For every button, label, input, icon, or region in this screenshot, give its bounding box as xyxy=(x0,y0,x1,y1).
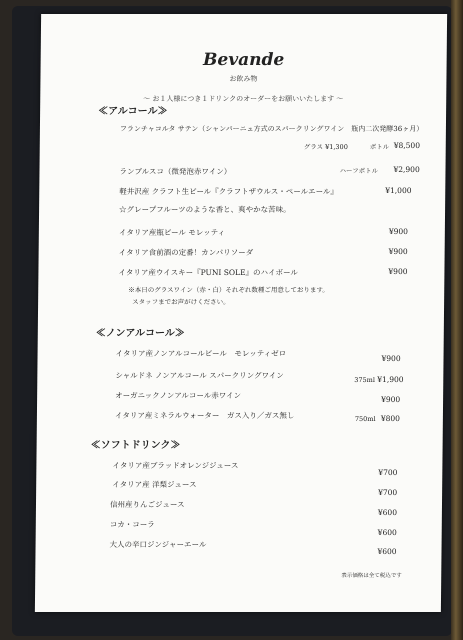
price-apple: ¥600 xyxy=(377,508,398,517)
glass-wine-note-line2: スタッフまでお声がけください。 xyxy=(132,298,230,306)
menu-page xyxy=(35,14,447,612)
size-chardonnay: 375ml xyxy=(354,376,375,384)
item-apple: 信州産りんごジュース xyxy=(109,500,185,509)
item-organic-red: オーガニックノンアルコール赤ワイン xyxy=(115,391,242,400)
item-mineral-water: イタリア産ミネラルウォーター ガス入り／ガス無し xyxy=(114,411,295,420)
menu-subtitle: お飲み物 xyxy=(229,75,258,83)
item-whisky: イタリア産ウイスキー『PUNI SOLE』のハイボール xyxy=(118,268,298,277)
binder-spine xyxy=(451,0,463,640)
label-lambrusco-half: ハーフボトル xyxy=(339,167,379,175)
price-organic-red: ¥900 xyxy=(381,395,401,404)
tax-note: 表示価格は全て税込です xyxy=(341,573,402,579)
item-lambrusco: ランブルスコ（微発泡赤ワイン） xyxy=(119,167,232,176)
price-lambrusco: ¥2,900 xyxy=(393,165,420,174)
section-heading-nonalcohol: ≪ノンアルコール≫ xyxy=(95,328,185,339)
price-craft-beer: ¥1,000 xyxy=(385,186,412,195)
order-note: ～ お１人様につき１ドリンクのオーダーをお願いいたします ～ xyxy=(143,95,344,103)
item-moretti: イタリア産瓶ビール モレッティ xyxy=(118,228,226,237)
item-craft-beer-desc: ☆グレープフルーツのような香と、爽やかな苦味。 xyxy=(119,205,291,214)
price-moretti-zero: ¥900 xyxy=(381,354,401,363)
price-blood-orange: ¥700 xyxy=(378,468,398,477)
section-heading-alcohol: ≪アルコール≫ xyxy=(98,106,168,117)
item-chardonnay: シャルドネ ノンアルコール スパークリングワイン xyxy=(115,371,284,380)
price-pear: ¥700 xyxy=(378,488,398,497)
label-franciacorta-bottle: ボトル xyxy=(369,143,390,151)
item-campari: イタリア食前酒の定番！カンパリソーダ xyxy=(118,248,254,257)
price-franciacorta-bottle: ¥8,500 xyxy=(393,141,421,150)
item-franciacorta: フランチャコルタ サテン（シャンパーニュ方式のスパークリングワイン 瓶内二次発酵36ヶ月） xyxy=(119,125,424,133)
price-whisky: ¥900 xyxy=(388,267,408,276)
price-ginger-ale: ¥600 xyxy=(377,547,397,556)
item-blood-orange: イタリア産ブラッドオレンジジュース xyxy=(112,461,239,470)
item-moretti-zero: イタリア産ノンアルコールビール モレッティゼロ xyxy=(115,349,287,358)
glass-wine-note xyxy=(128,284,329,308)
price-chardonnay: ¥1,900 xyxy=(377,375,404,384)
price-campari: ¥900 xyxy=(388,247,408,256)
price-mineral-water: ¥800 xyxy=(380,414,401,423)
size-mineral-water: 750ml xyxy=(354,415,376,423)
price-moretti: ¥900 xyxy=(388,227,408,236)
section-heading-softdrink: ≪ソフトドリンク≫ xyxy=(90,440,181,451)
glass-wine-note-line1: ※本日のグラスワイン（赤・白）それぞれ数種ご用意しております。 xyxy=(128,286,329,294)
item-ginger-ale: 大人の辛口ジンジャーエール xyxy=(109,540,207,549)
item-pear: イタリア産 洋梨ジュース xyxy=(112,480,197,489)
item-cola: コカ・コーラ xyxy=(109,520,155,529)
menu-title: Bevande xyxy=(202,50,285,70)
price-franciacorta-glass: グラス ¥1,300 xyxy=(303,143,348,151)
item-craft-beer: 軽井沢産 クラフト生ビール『クラフトザウルス・ペールエール』 xyxy=(119,187,339,196)
price-cola: ¥600 xyxy=(377,528,397,537)
